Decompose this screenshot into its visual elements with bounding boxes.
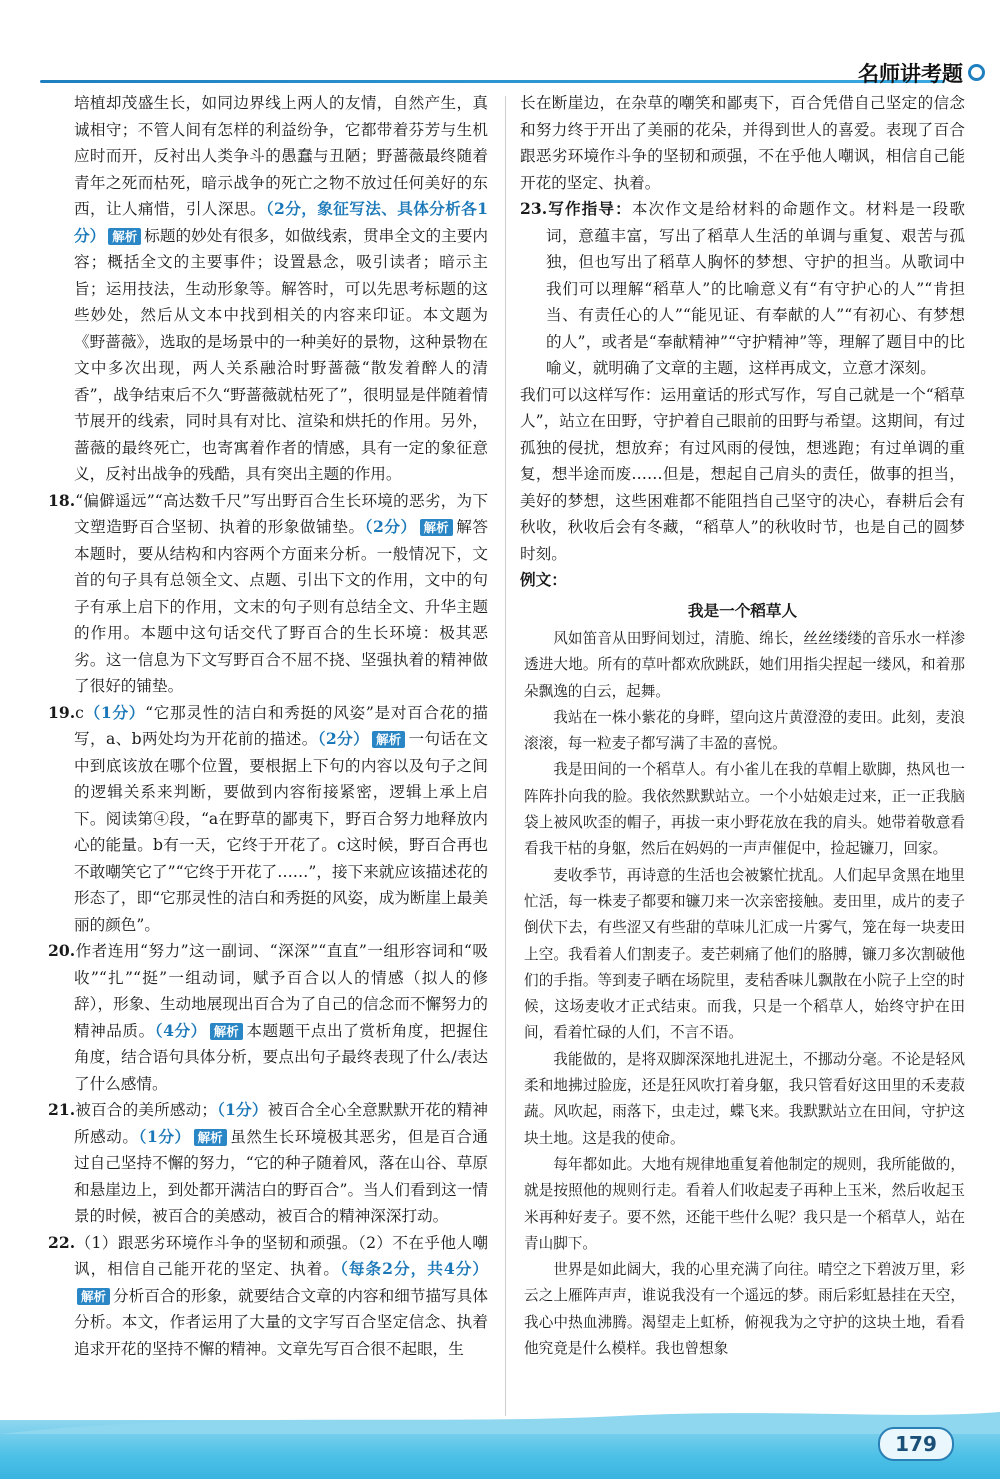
essay-body xyxy=(520,626,965,1362)
answer-22-continued: 长在断崖边，在杂草的嘲笑和鄙夷下，百合凭借自己坚定的信念和努力终于开出了美丽的花朵，并得到世人的喜爱。表现了百合跟恶劣环境作斗争的坚韧和顽强，不在乎他人嘲讽，相信自己能开花的坚定、执着。 xyxy=(520,94,965,192)
essay-paragraph: 风如笛音从田野间划过，清脆、绵长，丝丝缕缕的音乐水一样渗透进大地。所有的草叶都欢欣跳跃，她们用指尖捏起一缕风，和着那朵飘逸的白云，起舞。 xyxy=(524,630,965,700)
essay-paragraph: 我能做的，是将双脚深深地扎进泥土，不挪动分毫。不论是轻风柔和地拂过脸庞，还是狂风吹打着身躯，我只管看好这田里的禾麦菽蔬。风吹起，雨落下，虫走过，蝶飞来。我默默站立在田间，守护这块土地。这是我的使命。 xyxy=(524,1050,965,1147)
page-number: 179 xyxy=(878,1427,954,1461)
writing-method: 我们可以这样写作：运用童话的形式写作，写自己就是一个“稻草人”，站立在田野，守护着自己眼前的田野与希望。这期间，有过孤独的侵扰，想放弃；有过风雨的侵蚀，想逃跑；有过单调的重复，想半途而废……但是，想起自己肩头的责任，做事的担当，美好的梦想，这些困难都不能阻挡自己坚守的决心，春耕后会有秋收，秋收后会有冬藏，“稻草人”的秋收时节，也是自己的圆梦时刻。 xyxy=(520,385,965,563)
left-column xyxy=(48,90,488,1362)
ring-icon xyxy=(968,64,985,81)
essay-paragraph: 世界是如此阔大，我的心里充满了向往。晴空之下碧波万里，彩云之上雁阵声声，谁说我没有一个遥远的梦。雨后彩虹悬挂在天空，我心中热血沸腾。渴望走上虹桥，俯视我为之守护的这块土地，看看他究竟是什么模样。我也曾想象 xyxy=(524,1261,965,1358)
essay-paragraph: 我站在一株小紫花的身畔，望向这片黄澄澄的麦田。此刻，麦浪滚滚，每一粒麦子都写满了丰盈的喜悦。 xyxy=(524,708,965,753)
header-rule xyxy=(40,80,945,83)
page-footer-band xyxy=(0,1420,1000,1479)
analysis-tag: 解析 xyxy=(420,519,453,536)
answer-17-continued: 培植却茂盛生长，如同边界线上两人的友情，自然产生，真诚相守；不管人间有怎样的利益纷争，它都带着芬芳与生机应时而开，反衬出人类争斗的愚蠢与丑陋；野蔷薇最终随着青年之死而枯死，暗示战争的死亡之物不放过任何美好的东西，让人痛惜，引人深思。（2分，象征写法、具体分析各1分） 解析 标题的妙处有很多，如做线索，贯串全文的主要内容；概括全文的主要事件；设置悬念，吸引读者；暗示主旨；运用技法，生动形象等。解答时，可以先思考标题的这些妙处，然后从文本中找到相关的内容来印证。本文题为《野蔷薇》，选取的是场景中的一种美好的景物，这种景物在文中多次出现，两人关系融洽时野蔷薇“散发着醉人的清香”，战争结束后不久“野蔷薇就枯死了”，很明显是伴随着情节展开的线索，同时具有对比、渲染和烘托的作用。另外，蔷薇的最终死亡，也寄寓着作者的情感，具有一定的象征意义，反衬出战争的残酷，具有突出主题的作用。 xyxy=(74,94,488,483)
brand-title: 名师讲考题 xyxy=(858,62,963,86)
example-label: 例文： xyxy=(520,570,567,589)
analysis-tag: 解析 xyxy=(108,228,141,245)
essay-title: 我是一个稻草人 xyxy=(687,600,798,620)
essay-paragraph: 麦收季节，再诗意的生活也会被繁忙扰乱。人们起早贪黑在地里忙活，每一株麦子都要和镰刀来一次亲密接触。麦田里，成片的麦子倒伏下去，有些涩又有些甜的草味儿汇成一片雾气，笼在每一块麦田上空。我看着人们割麦子。麦芒刺痛了他们的胳膊，镰刀多次割破他们的手指。等到麦子晒在场院里，麦秸香味儿飘散在小院子上空的时候，这场麦收才正式结束。而我，只是一个稻草人，始终守护在田间，看着忙碌的人们，不言不语。 xyxy=(524,866,965,1042)
answer-23: 23.写作指导：本次作文是给材料的命题作文。材料是一段歌词，意蕴丰富，写出了稻草人生活的单调与重复、艰苦与孤独，但也写出了稻草人胸怀的梦想、守护的担当。从歌词中我们可以理解“稻草人”的比喻意义有“有守护心的人”“肯担当、有责任心的人”“能见证、有奉献的人”“有初心、有梦想的人”，或者是“奉献精神”“守护精神”等，理解了题目中的比喻义，就明确了文章的主题，这样再成文，立意才深刻。 xyxy=(520,199,965,377)
analysis-tag: 解析 xyxy=(210,1023,243,1040)
analysis-tag: 解析 xyxy=(194,1129,227,1146)
essay-paragraph: 我是田间的一个稻草人。有小雀儿在我的草帽上歇脚，热风也一阵阵扑向我的脸。我依然默默站立。一个小姑娘走过来，正一正我脑袋上被风吹歪的帽子，再拔一束小野花放在我的肩头。她带着敬意看看我干枯的身躯，然后在妈妈的一声声催促中，捡起镰刀，回家。 xyxy=(524,761,965,858)
column-divider xyxy=(505,96,506,1416)
answer-18: 18.“偏僻遥远”“高达数千尺”写出野百合生长环境的恶劣，为下文塑造野百合坚韧、执着的形象做铺垫。（2分） 解析 解答本题时，要从结构和内容两个方面来分析。一般情况下，文首的句子具有总领全文、点题、引出下文的作用，文中的句子有承上启下的作用，文末的句子则有总结全文、升华主题的作用。本题中这句话交代了野百合的生长环境：极其恶劣。这一信息为下文写野百合不屈不挠、坚强执着的精神做了很好的铺垫。 xyxy=(48,490,488,695)
page-header xyxy=(40,56,985,90)
answer-20: 20.作者连用“努力”这一副词、“深深”“直直”一组形容词和“吸收”“扎”“挺”一组动词，赋予百合以人的情感（拟人的修辞），形象、生动地展现出百合为了自己的信念而不懈努力的精神品质。（4分） 解析 本题题干点出了赏析角度，把握住角度，结合语句具体分析，要点出句子最终表现了什么/表达了什么感情。 xyxy=(48,941,488,1093)
right-column xyxy=(520,90,965,1362)
answer-19: 19.c（1分）“它那灵性的洁白和秀挺的风姿”是对百合花的描写，a、b两处均为开花前的描述。（2分） 解析 一句话在文中到底该放在哪个位置，要根据上下句的内容以及句子之间的逻辑关系来判断，要做到内容衔接紧密，逻辑上承上启下。阅读第④段，“a在野草的鄙夷下，野百合努力地释放内心的能量。b有一天，它终于开花了。c这时候，野百合再也不敢嘲笑它了”“它终于开花了……”，接下来就应该描述花的形态了，即“它那灵性的洁白和秀挺的风姿，成为断崖上最美丽的颜色”。 xyxy=(48,702,488,934)
footer-wave xyxy=(0,1406,1000,1434)
answer-21: 21.被百合的美所感动；（1分）被百合全心全意默默开花的精神所感动。（1分） 解析 虽然生长环境极其恶劣，但是百合通过自己坚持不懈的努力，“它的种子随着风，落在山谷、草原和悬崖边上，到处都开满洁白的野百合”。当人们看到这一情景的时候，被百合的美感动，被百合的精神深深打动。 xyxy=(48,1100,488,1225)
answer-22: 22.（1）跟恶劣环境作斗争的坚韧和顽强。（2）不在乎他人嘲讽，相信自己能开花的坚定、执着。（每条2分，共4分）解析 分析百合的形象，就要结合文章的内容和细节描写具体分析。本文，作者运用了大量的文字写百合坚定信念、执着追求开花的坚持不懈的精神。文章先写百合很不起眼，生 xyxy=(48,1232,488,1358)
analysis-tag: 解析 xyxy=(77,1288,110,1305)
essay-paragraph: 每年都如此。大地有规律地重复着他制定的规则，我所能做的，就是按照他的规则行走。看着人们收起麦子再种上玉米，然后收起玉米再种好麦子。要不然，还能干些什么呢？我只是一个稻草人，站在青山脚下。 xyxy=(524,1155,965,1252)
analysis-tag: 解析 xyxy=(372,731,405,748)
